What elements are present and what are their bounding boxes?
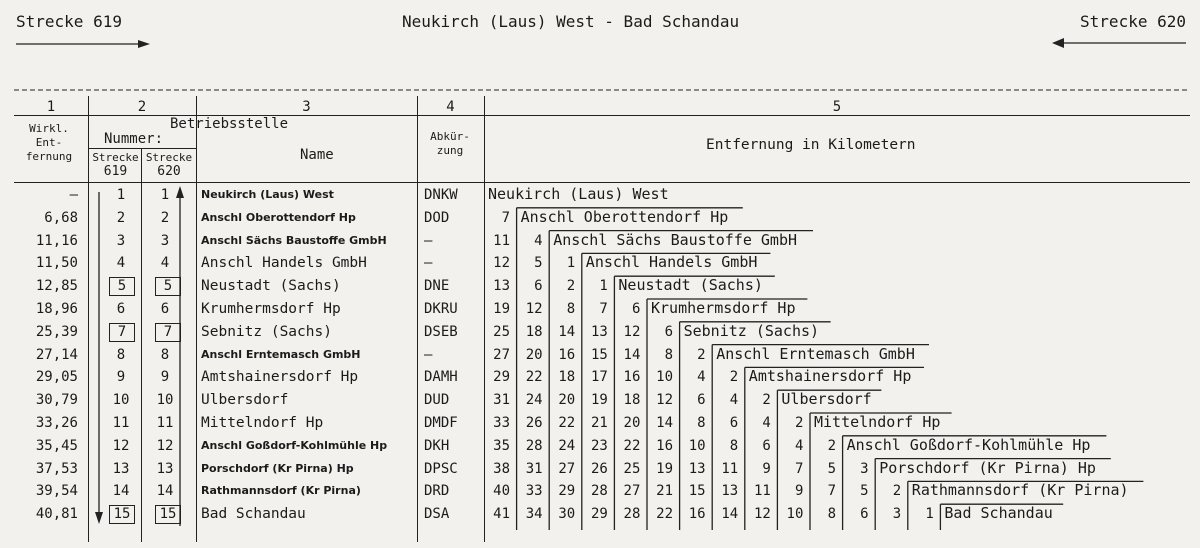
distance-value: 14 [656, 415, 673, 431]
distance-value: 3 [860, 460, 869, 477]
strecke-620-number: 14 [156, 483, 174, 500]
distance-value: 13 [688, 460, 706, 477]
betriebsstelle-header: Betriebsstelle [170, 116, 289, 132]
strecke-619-number: 5 [110, 278, 134, 295]
station-abbreviation: DMDF [424, 415, 458, 431]
distance-value: 8 [566, 301, 576, 317]
distance-value: 2 [729, 369, 739, 386]
distance-value: 25 [493, 323, 510, 340]
matrix-station-label: Mittelndorf Hp [814, 413, 941, 431]
distance-value: 28 [623, 506, 641, 523]
station-abbreviation: DKRU [424, 301, 458, 317]
real-distance: 27,14 [35, 346, 78, 363]
real-distance: 11,50 [35, 255, 78, 272]
distance-value: 9 [762, 460, 771, 477]
strecke-619-number: 3 [116, 232, 126, 249]
route-left-label: Strecke 619 [16, 12, 122, 31]
station-abbreviation: – [424, 232, 433, 249]
strecke-620-number: 15 [156, 506, 180, 523]
distance-value: 19 [656, 460, 673, 477]
strecke-620-number: 4 [160, 255, 170, 272]
station-abbreviation: DSEB [424, 323, 458, 340]
distance-value: 35 [493, 437, 510, 454]
distance-value: 22 [656, 506, 673, 523]
distance-value: 29 [558, 483, 576, 500]
distance-value: 28 [590, 483, 608, 500]
strecke-619-number: 7 [110, 324, 134, 341]
distance-value: 6 [664, 323, 673, 340]
distance-value: 12 [656, 392, 673, 409]
station-name: Porschdorf (Kr Pirna) Hp [201, 461, 354, 475]
distance-value: 12 [525, 301, 543, 317]
strecke-620-number: 3 [160, 232, 170, 249]
distance-value: 10 [786, 506, 804, 523]
station-abbreviation: – [424, 346, 433, 363]
distance-value: 19 [493, 301, 510, 317]
distance-value: 20 [558, 392, 576, 409]
strecke-619-number: 15 [110, 506, 134, 523]
nummer-header: Nummer: [104, 131, 164, 147]
station-name: Anschl Goßdorf-Kohlmühle Hp [201, 438, 388, 452]
real-distance: 30,79 [35, 392, 78, 409]
station-abbreviation: DUD [424, 392, 450, 409]
distance-value: 18 [525, 323, 543, 340]
distance-value: 41 [493, 506, 510, 523]
distance-value: 13 [493, 278, 510, 295]
distance-value: 33 [525, 483, 543, 500]
station-name: Krumhermsdorf Hp [201, 301, 341, 317]
distance-value: 33 [493, 415, 510, 431]
distance-value: 4 [762, 415, 771, 431]
station-name: Mittelndorf Hp [201, 415, 324, 431]
distance-value: 6 [534, 278, 543, 295]
column-number: 1 [46, 99, 56, 115]
station-abbreviation: DNE [424, 278, 450, 295]
station-abbreviation: DKH [424, 437, 450, 454]
strecke-620-header: Strecke 620 [145, 151, 193, 179]
strecke-619-number: 10 [112, 392, 130, 409]
distance-value: 16 [656, 437, 673, 454]
station-abbreviation: DRD [424, 483, 450, 500]
distance-value: 16 [688, 506, 706, 523]
distance-value: 8 [827, 506, 836, 523]
distance-value: 15 [688, 483, 706, 500]
station-name: Anschl Erntemasch GmbH [201, 347, 361, 361]
distance-value: 28 [525, 437, 543, 454]
matrix-station-label: Neukirch (Laus) West [488, 185, 669, 203]
distance-value: 6 [860, 506, 869, 523]
distance-value: 30 [558, 506, 576, 523]
distance-value: 26 [590, 460, 608, 477]
distance-value: 11 [493, 232, 510, 249]
distance-value: 38 [493, 460, 510, 477]
distance-value: 14 [623, 346, 641, 363]
distance-value: 2 [827, 437, 836, 454]
distance-value: 17 [590, 369, 608, 386]
real-distance: 33,26 [35, 415, 78, 431]
station-name: Neukirch (Laus) West [201, 188, 334, 201]
distance-value: 7 [501, 209, 510, 226]
distance-value: 29 [493, 369, 510, 386]
strecke-620-number: 11 [156, 415, 174, 431]
real-distance: 29,05 [35, 369, 78, 386]
real-distance: 37,53 [35, 460, 78, 477]
distance-value: 7 [827, 483, 836, 500]
distance-value: 1 [925, 506, 934, 523]
distance-value: 12 [493, 255, 510, 272]
distance-value: 18 [623, 392, 641, 409]
real-distance: 12,85 [35, 278, 78, 295]
distance-value: 11 [753, 483, 771, 500]
distance-value: 26 [525, 415, 543, 431]
distance-value: 13 [590, 323, 608, 340]
strecke-620-number: 7 [156, 324, 180, 341]
strecke-620-number: 1 [160, 187, 170, 203]
real-distance: – [69, 187, 78, 203]
station-abbreviation: DPSC [424, 460, 458, 477]
column-number: 3 [302, 99, 311, 115]
distance-value: 2 [566, 278, 576, 295]
matrix-station-label: Ulbersdorf [781, 390, 872, 409]
distance-value: 34 [525, 506, 543, 523]
distance-value: 22 [623, 437, 641, 454]
strecke-620-number: 12 [156, 437, 174, 454]
distance-value: 18 [558, 369, 576, 386]
distance-value: 2 [762, 392, 771, 409]
station-abbreviation: DSA [424, 506, 450, 523]
distance-value: 27 [558, 460, 576, 477]
distance-value: 13 [721, 483, 739, 500]
distance-value: 7 [794, 460, 804, 477]
distance-value: 14 [721, 506, 739, 523]
strecke-620-number: 8 [160, 346, 170, 363]
distance-value: 24 [525, 392, 543, 409]
station-abbreviation: DAMH [424, 369, 458, 386]
distance-value: 8 [729, 437, 739, 454]
strecke-619-header: Strecke 619 [92, 151, 139, 179]
distance-value: 27 [623, 483, 641, 500]
real-distance: 35,45 [35, 437, 78, 454]
distance-value: 19 [590, 392, 608, 409]
distance-value: 10 [688, 437, 706, 454]
page-title: Neukirch (Laus) West - Bad Schandau [402, 12, 740, 31]
strecke-620-number: 2 [160, 209, 170, 226]
column-number: 2 [137, 99, 147, 115]
matrix-station-label: Rathmannsdorf (Kr Pirna) [911, 481, 1129, 500]
strecke-619-number: 6 [116, 301, 126, 317]
distance-value: 2 [892, 483, 902, 500]
distance-value: 5 [534, 255, 543, 272]
strecke-620-number: 13 [156, 460, 174, 477]
distance-value: 12 [753, 506, 771, 523]
matrix-station-label: Sebnitz (Sachs) [683, 321, 820, 340]
station-name: Neustadt (Sachs) [201, 278, 341, 295]
distance-value: 12 [623, 323, 641, 340]
station-name: Amtshainersdorf Hp [201, 369, 359, 386]
strecke-620-number: 5 [156, 278, 180, 295]
real-distance: 11,16 [35, 232, 78, 249]
real-distance: 39,54 [35, 483, 78, 500]
distance-value: 21 [590, 415, 608, 431]
distance-value: 24 [558, 437, 576, 454]
distance-value: 10 [656, 369, 673, 386]
matrix-station-label: Anschl Sächs Baustoffe GmbH [553, 230, 798, 249]
distance-value: 20 [623, 415, 641, 431]
strecke-620-number: 10 [156, 392, 174, 409]
distance-value: 16 [623, 369, 641, 386]
matrix-station-label: Amtshainersdorf Hp [748, 367, 912, 386]
distance-value: 5 [827, 460, 836, 477]
distance-value: 3 [892, 506, 902, 523]
distance-value: 1 [566, 255, 576, 272]
matrix-station-label: Anschl Erntemasch GmbH [716, 344, 915, 363]
distance-value: 4 [697, 369, 706, 386]
distance-value: 6 [762, 437, 771, 454]
station-name: Ulbersdorf [201, 392, 289, 409]
distance-value: 11 [721, 460, 739, 477]
distance-value: 7 [599, 301, 608, 317]
strecke-620-number: 6 [160, 301, 170, 317]
distance-value: 8 [664, 346, 673, 363]
distance-value: 21 [656, 483, 673, 500]
distance-value: 8 [697, 415, 706, 431]
distance-value: 6 [631, 301, 641, 317]
strecke-619-number: 2 [116, 209, 126, 226]
matrix-station-label: Anschl Oberottendorf Hp [520, 207, 729, 226]
strecke-619-number: 9 [116, 369, 126, 386]
station-name: Anschl Handels GmbH [201, 255, 367, 272]
name-header: Name [300, 147, 334, 163]
distance-value: 2 [697, 346, 706, 363]
distance-km-header: Entfernung in Kilometern [706, 137, 916, 153]
distance-value: 6 [729, 415, 739, 431]
real-distance-header: Wirkl. Ent- fernung [25, 122, 73, 163]
distance-value: 40 [493, 483, 510, 500]
distance-value: 29 [590, 506, 608, 523]
distance-value: 25 [623, 460, 641, 477]
real-distance: 6,68 [44, 209, 78, 226]
distance-value: 23 [590, 437, 608, 454]
distance-value: 22 [558, 415, 576, 431]
strecke-619-number: 4 [116, 255, 126, 272]
strecke-619-number: 8 [116, 346, 126, 363]
station-abbreviation: DOD [424, 209, 450, 226]
station-abbreviation: – [424, 255, 433, 272]
column-number: 5 [832, 99, 842, 115]
distance-value: 27 [493, 346, 510, 363]
strecke-619-number: 13 [112, 460, 130, 477]
strecke-620-number: 9 [160, 369, 170, 386]
distance-value: 4 [729, 392, 739, 409]
station-name: Anschl Sächs Baustoffe GmbH [201, 233, 387, 247]
station-name: Bad Schandau [201, 506, 306, 523]
distance-value: 5 [860, 483, 869, 500]
distance-value: 15 [590, 346, 608, 363]
distance-value: 31 [493, 392, 510, 409]
distance-value: 1 [599, 278, 608, 295]
strecke-619-number: 14 [112, 483, 130, 500]
strecke-619-number: 1 [116, 187, 126, 203]
distance-value: 31 [525, 460, 543, 477]
matrix-station-label: Anschl Goßdorf-Kohlmühle Hp [846, 435, 1091, 454]
distance-value: 16 [558, 346, 576, 363]
strecke-619-number: 12 [112, 437, 130, 454]
distance-value: 6 [697, 392, 706, 409]
real-distance: 18,96 [35, 301, 78, 317]
distance-value: 4 [534, 232, 543, 249]
station-name: Rathmannsdorf (Kr Pirna) [201, 484, 361, 498]
distance-value: 4 [794, 437, 804, 454]
matrix-station-label: Krumhermsdorf Hp [651, 299, 796, 317]
station-abbreviation: DNKW [424, 187, 458, 203]
strecke-619-number: 11 [112, 415, 130, 431]
distance-value: 20 [525, 346, 543, 363]
abbreviation-header: Abkür- zung [430, 130, 470, 157]
column-number: 4 [446, 99, 455, 115]
matrix-station-label: Neustadt (Sachs) [618, 276, 763, 295]
distance-value: 9 [794, 483, 804, 500]
station-name: Anschl Oberottendorf Hp [201, 210, 356, 224]
matrix-station-label: Anschl Handels GmbH [585, 253, 758, 272]
distance-value: 22 [525, 369, 543, 386]
distance-value: 2 [794, 415, 804, 431]
route-right-label: Strecke 620 [1080, 12, 1186, 31]
distance-value: 14 [558, 323, 576, 340]
real-distance: 25,39 [35, 323, 78, 340]
matrix-station-label: Porschdorf (Kr Pirna) Hp [879, 458, 1096, 477]
matrix-station-label: Bad Schandau [944, 504, 1053, 523]
station-name: Sebnitz (Sachs) [201, 323, 332, 340]
real-distance: 40,81 [35, 506, 78, 523]
